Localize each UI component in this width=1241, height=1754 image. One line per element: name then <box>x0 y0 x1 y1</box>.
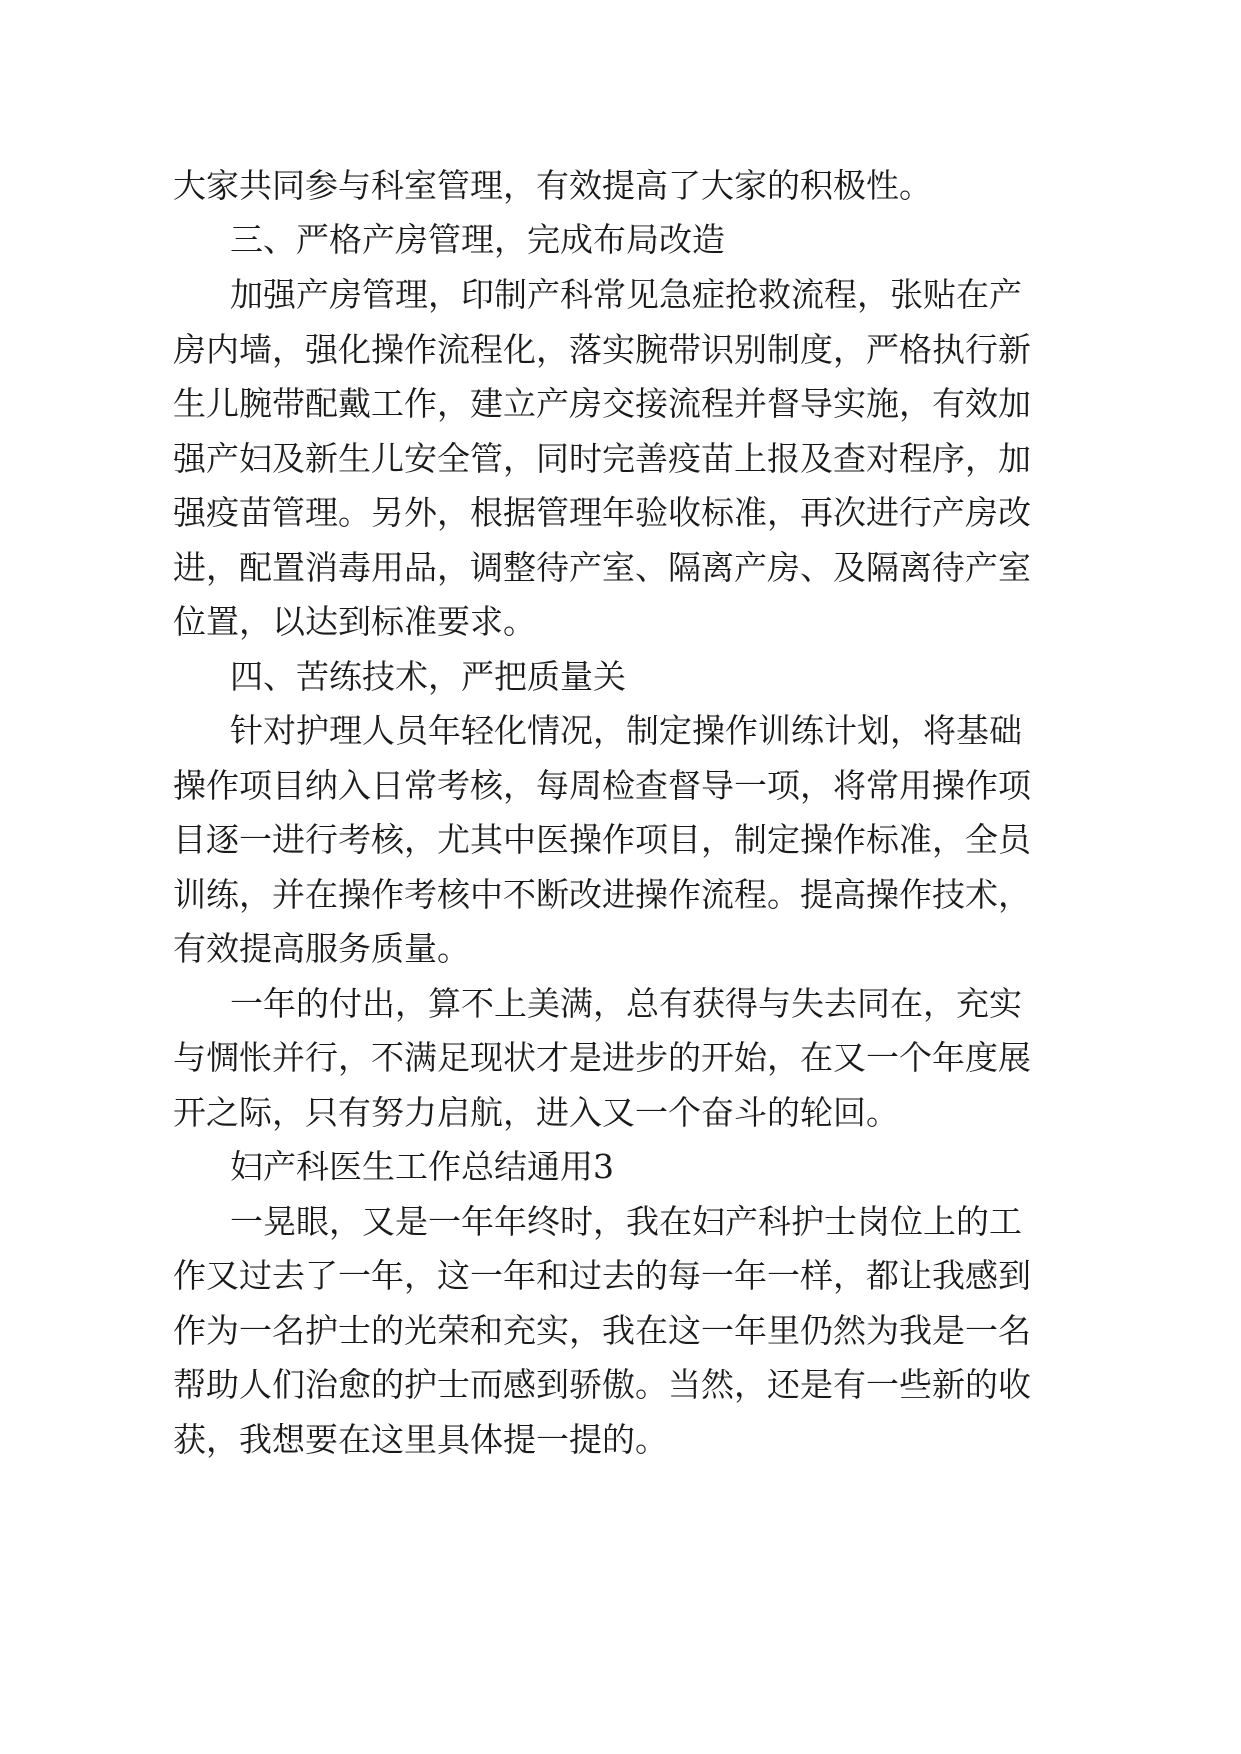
paragraph-line: 开之际，只有努力启航，进入又一个奋斗的轮回。 <box>173 1093 899 1132</box>
paragraph-line: 加强产房管理，印制产科常见急症抢救流程，张贴在产 <box>230 275 1022 314</box>
paragraph-line: 位置，以达到标准要求。 <box>173 602 536 641</box>
paragraph-line: 获，我想要在这里具体提一提的。 <box>173 1420 668 1459</box>
paragraph-line: 一晃眼，又是一年年终时，我在妇产科护士岗位上的工 <box>230 1202 1022 1241</box>
paragraph-line: 进，配置消毒用品，调整待产室、隔离产房、及隔离待产室 <box>173 548 1031 587</box>
paragraph-line: 大家共同参与科室管理，有效提高了大家的积极性。 <box>173 166 932 205</box>
section-heading: 三、严格产房管理，完成布局改造 <box>230 220 725 259</box>
paragraph-line: 强疫苗管理。另外，根据管理年验收标准，再次进行产房改 <box>173 493 1031 532</box>
paragraph-line: 针对护理人员年轻化情况，制定操作训练计划，将基础 <box>230 711 1022 750</box>
paragraph-line: 训练，并在操作考核中不断改进操作流程。提高操作技术， <box>173 875 1031 914</box>
paragraph-line: 强产妇及新生儿安全管，同时完善疫苗上报及查对程序，加 <box>173 439 1031 478</box>
paragraph-line: 帮助人们治愈的护士而感到骄傲。当然，还是有一些新的收 <box>173 1365 1031 1404</box>
paragraph-line: 与惆怅并行，不满足现状才是进步的开始，在又一个年度展 <box>173 1038 1031 1077</box>
paragraph-line: 作为一名护士的光荣和充实，我在这一年里仍然为我是一名 <box>173 1311 1031 1350</box>
paragraph-line: 作又过去了一年，这一年和过去的每一年一样，都让我感到 <box>173 1256 1031 1295</box>
paragraph-line: 生儿腕带配戴工作，建立产房交接流程并督导实施，有效加 <box>173 384 1031 423</box>
paragraph-line: 有效提高服务质量。 <box>173 929 470 968</box>
paragraph-line: 房内墙，强化操作流程化，落实腕带识别制度，严格执行新 <box>173 330 1031 369</box>
section-heading: 妇产科医生工作总结通用3 <box>230 1147 614 1186</box>
paragraph-line: 一年的付出，算不上美满，总有获得与失去同在，充实 <box>230 984 1022 1023</box>
section-heading: 四、苦练技术，严把质量关 <box>230 657 626 696</box>
paragraph-line: 操作项目纳入日常考核，每周检查督导一项，将常用操作项 <box>173 766 1031 805</box>
paragraph-line: 目逐一进行考核，尤其中医操作项目，制定操作标准，全员 <box>173 820 1031 859</box>
